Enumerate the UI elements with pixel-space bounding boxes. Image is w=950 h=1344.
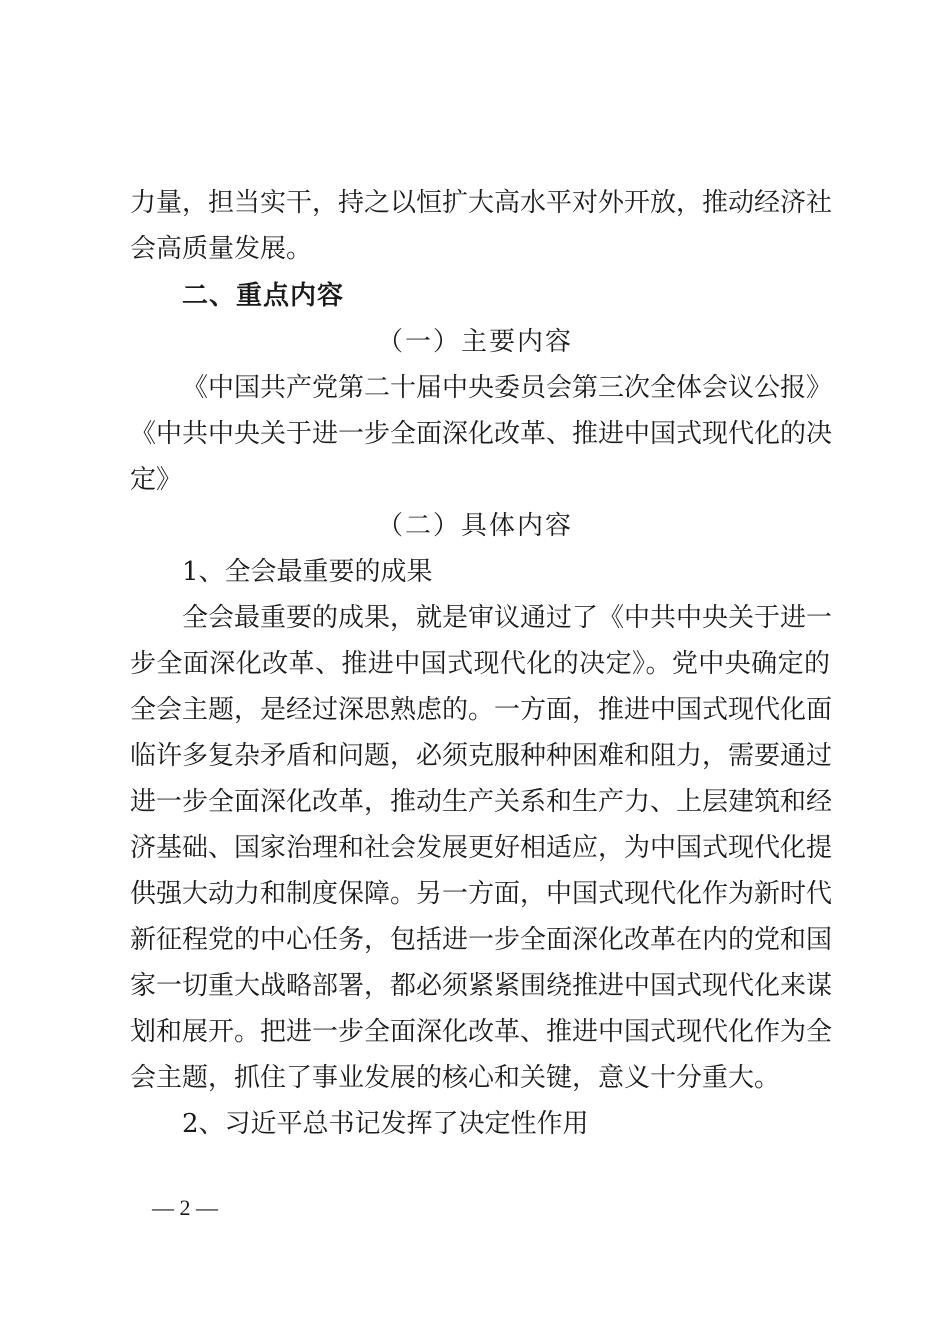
item1-line-4: 临许多复杂矛盾和问题，必须克服种种困难和阻力，需要通过 [130, 741, 833, 771]
item1-line-6: 济基础、国家治理和社会发展更好相适应，为中国式现代化提 [130, 833, 833, 863]
item1-line-11: 会主题，抓住了事业发展的核心和关键，意义十分重大。 [130, 1063, 781, 1093]
page-number: — 2 — [152, 1195, 218, 1220]
item1-line-5: 进一步全面深化改革，推动生产关系和生产力、上层建筑和经 [130, 787, 833, 817]
main-line-2: 《中共中央关于进一步全面深化改革、推进中国式现代化的决 [130, 419, 833, 449]
item1-line-8: 新征程党的中心任务，包括进一步全面深化改革在内的党和国 [130, 925, 833, 955]
item1-line-10: 划和展开。把进一步全面深化改革、推进中国式现代化作为全 [130, 1017, 833, 1047]
item1-heading: 1、全会最重要的成果 [182, 557, 433, 587]
intro-line-2: 会高质量发展。 [130, 234, 313, 264]
subsection-main-title: （一）主要内容 [376, 327, 573, 357]
item1-line-7: 供强大动力和制度保障。另一方面，中国式现代化作为新时代 [130, 879, 833, 909]
item1-line-1: 全会最重要的成果，就是审议通过了《中共中央关于进一 [182, 603, 833, 633]
intro-line-1: 力量，担当实干，持之以恒扩大高水平对外开放，推动经济社 [130, 188, 833, 218]
section-heading: 二、重点内容 [182, 281, 345, 311]
item1-line-9: 家一切重大战略部署，都必须紧紧围绕推进中国式现代化来谋 [130, 971, 833, 1001]
main-line-1: 《中国共产党第二十届中央委员会第三次全体会议公报》 [182, 373, 833, 403]
item1-line-2: 步全面深化改革、推进中国式现代化的决定》。党中央确定的 [130, 649, 830, 679]
main-line-3: 定》 [130, 465, 183, 495]
item2-heading: 2、习近平总书记发挥了决定性作用 [182, 1109, 589, 1139]
subsection-detail-title: （二）具体内容 [376, 511, 573, 541]
item1-line-3: 全会主题，是经过深思熟虑的。一方面，推进中国式现代化面 [130, 695, 833, 725]
